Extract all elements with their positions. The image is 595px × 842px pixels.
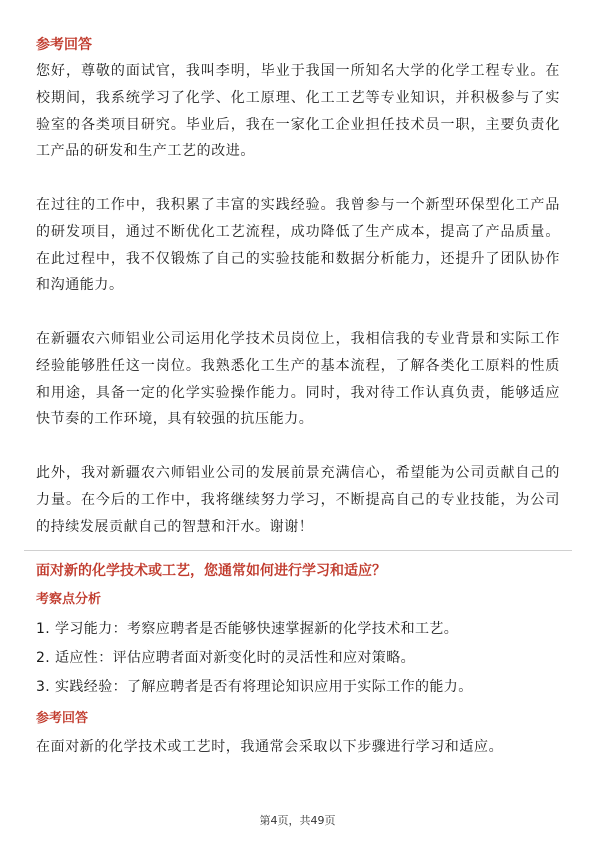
answer-paragraph: 在新疆农六师铝业公司运用化学技术员岗位上，我相信我的专业背景和实际工作经验能够胜任这一岗位。我熟悉化工生产的基本流程，了解各类化工原料的性质和用途，具备一定的化学实验操作能力。同时，我对待工作认真负责，能够适应快节奏的工作环境，具有较强的抗压能力。	[36, 330, 560, 428]
answer-paragraph: 在过往的工作中，我积累了丰富的实践经验。我曾参与一个新型环保型化工产品的研发项目，通过不断优化工艺流程，成功降低了生产成本，提高了产品质量。在此过程中，我不仅锻炼了自己的实验技能和数据分析能力，还提升了团队协作和沟通能力。	[36, 196, 560, 294]
answer-paragraph: 在面对新的化学技术或工艺时，我通常会采取以下步骤进行学习和适应。	[36, 739, 504, 756]
analysis-item: 2. 适应性：评估应聘者面对新变化时的灵活性和应对策略。	[36, 650, 416, 667]
analysis-item: 3. 实践经验：了解应聘者是否有将理论知识应用于实际工作的能力。	[36, 679, 473, 696]
question-title: 面对新的化学技术或工艺，您通常如何进行学习和适应？	[36, 563, 386, 580]
analysis-list	[36, 615, 560, 702]
analysis-item: 1. 学习能力：考察应聘者是否能够快速掌握新的化学技术和工艺。	[36, 621, 459, 638]
section-divider	[24, 550, 572, 551]
answer-paragraph: 您好，尊敬的面试官，我叫李明，毕业于我国一所知名大学的化学工程专业。在校期间，我系统学习了化学、化工原理、化工工艺等专业知识，并积极参与了实验室的各类项目研究。毕业后，我在一家化工企业担任技术员一职，主要负责化工产品的研发和生产工艺的改进。	[36, 63, 560, 160]
paragraph-gap	[36, 299, 560, 326]
reference-answer-label: 参考回答	[36, 711, 89, 727]
paragraph-gap	[36, 433, 560, 460]
analysis-label: 考察点分析	[36, 592, 102, 608]
page-content	[36, 34, 560, 761]
paragraph-gap	[36, 165, 560, 192]
answer-paragraph: 此外，我对新疆农六师铝业公司的发展前景充满信心，希望能为公司贡献自己的力量。在今后的工作中，我将继续努力学习，不断提高自己的专业技能，为公司的持续发展贡献自己的智慧和汗水。谢谢！	[36, 464, 560, 535]
reference-answer-label: 参考回答	[36, 37, 92, 53]
page-number: 第4页，共49页	[259, 814, 336, 827]
